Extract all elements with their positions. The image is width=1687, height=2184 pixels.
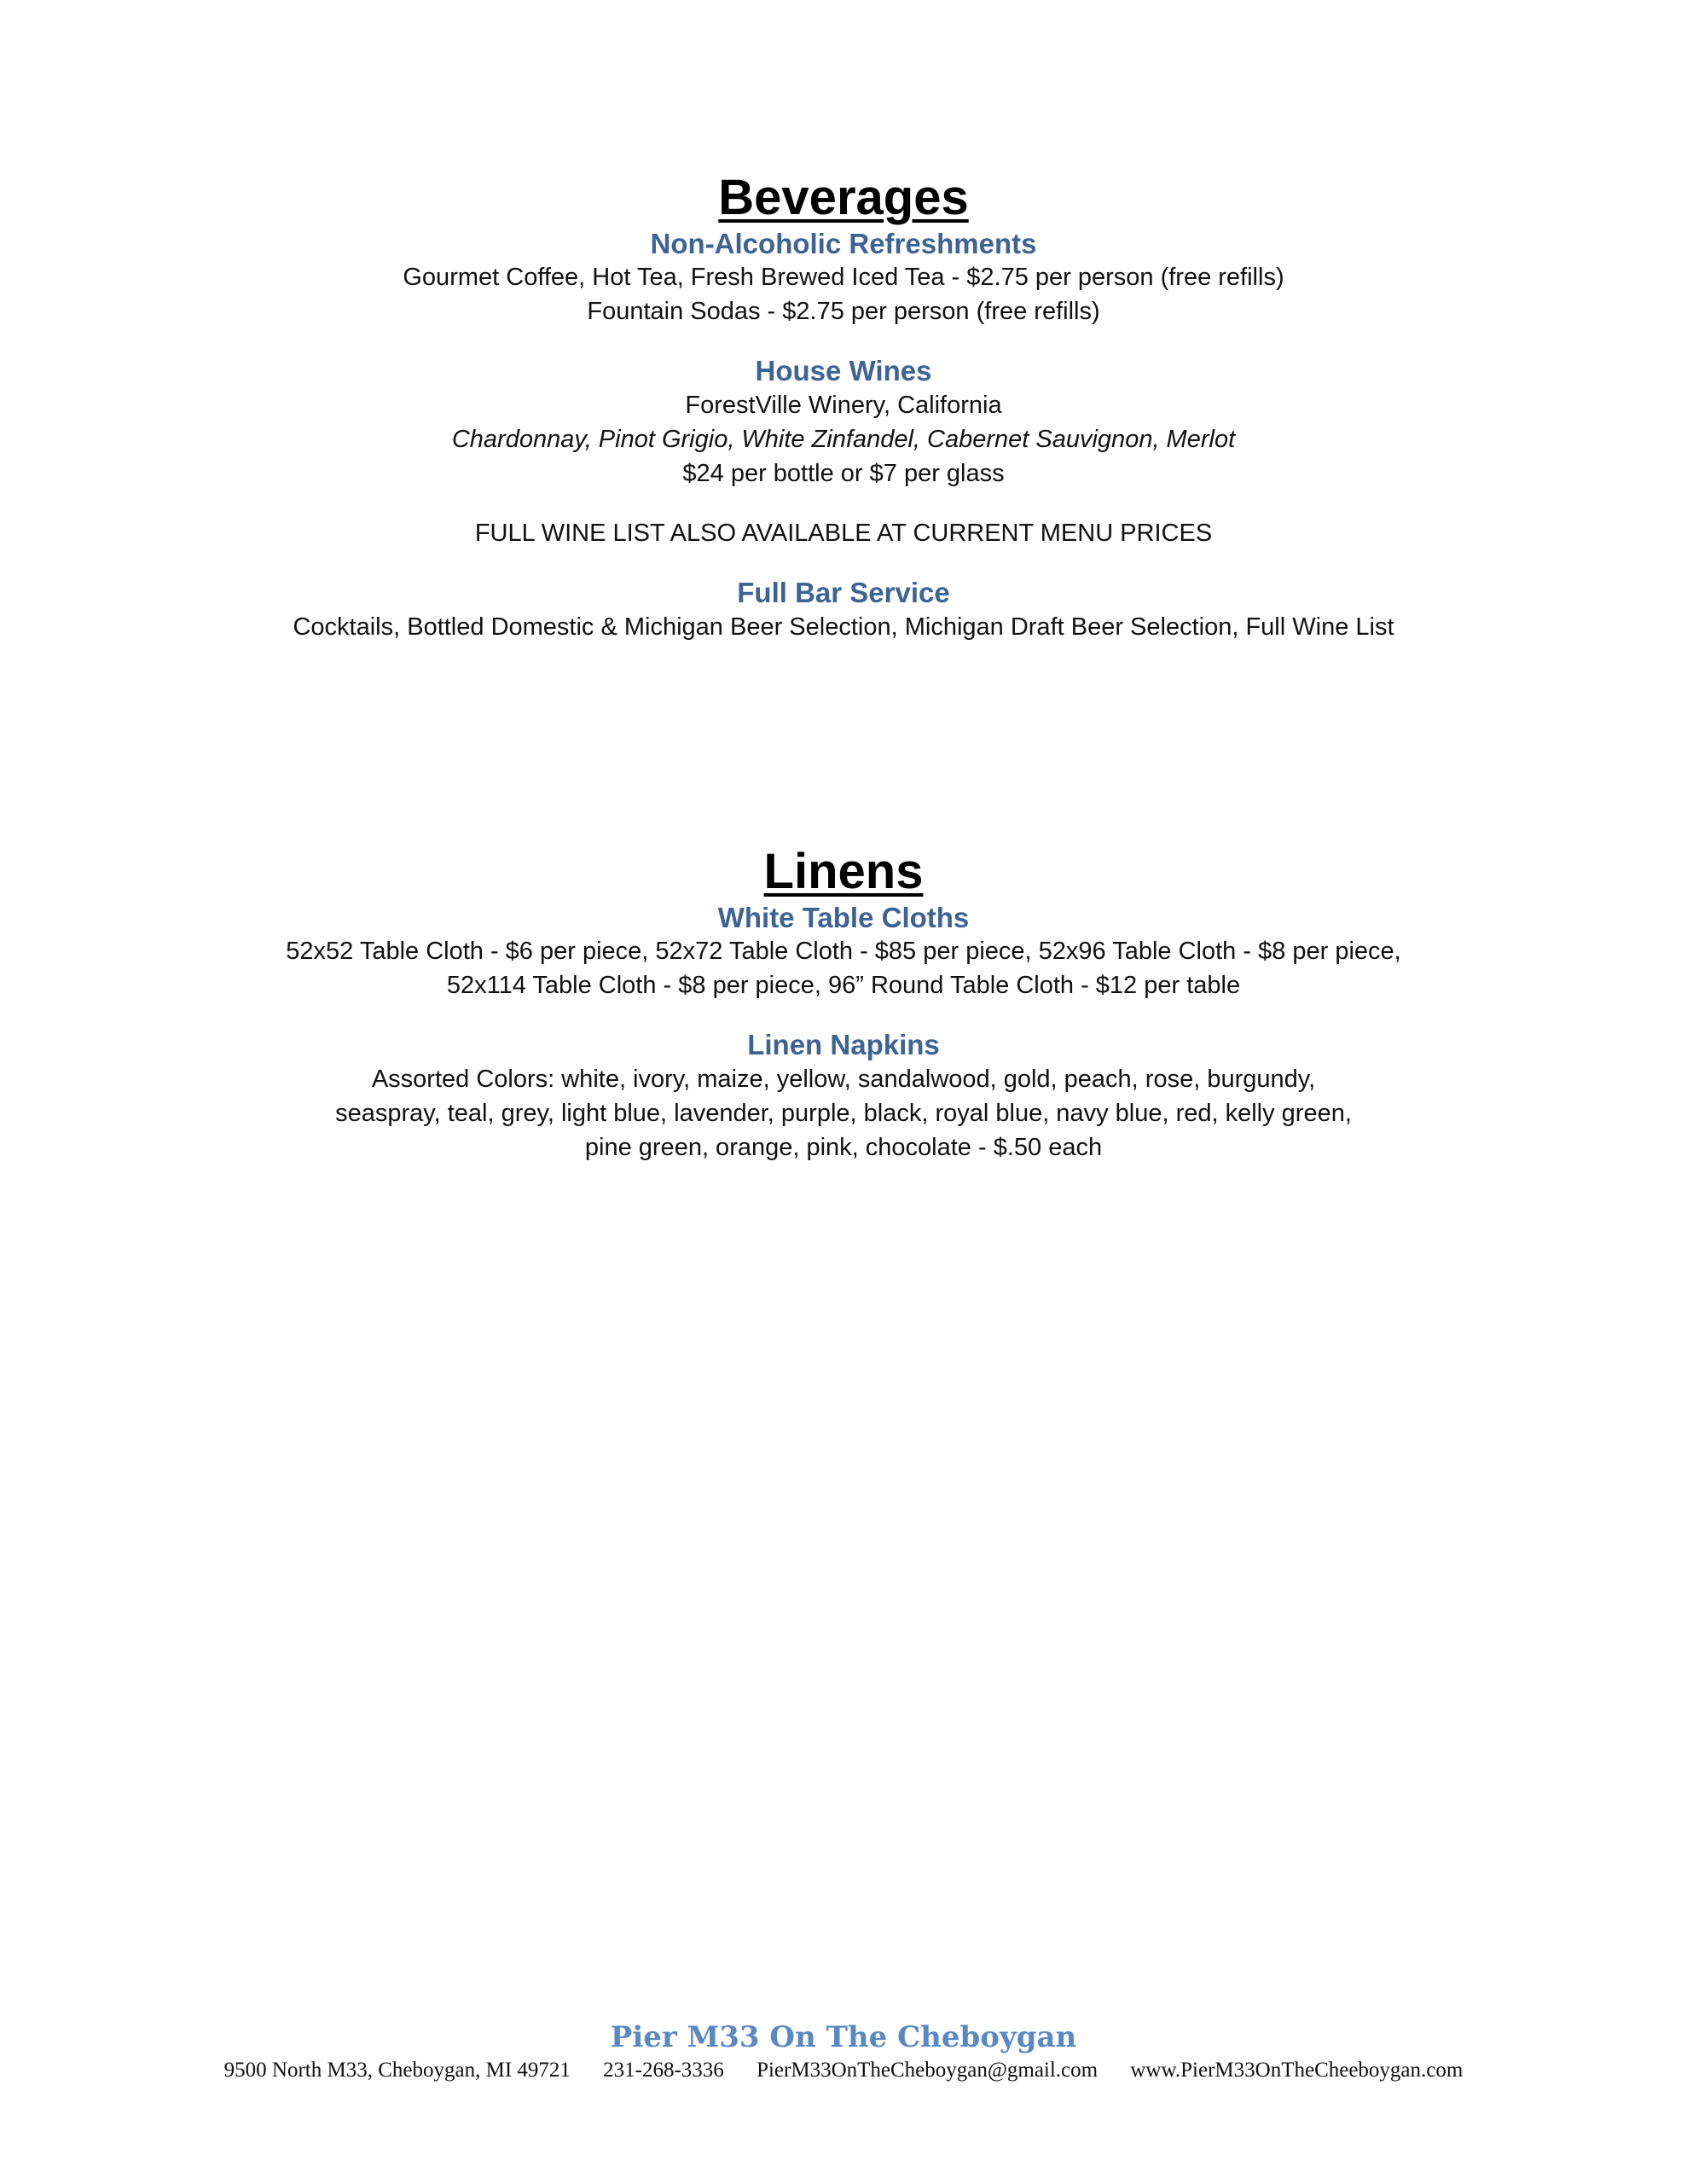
napkins-block xyxy=(0,1028,1687,1165)
footer-email[interactable]: PierM33OnTheCheboygan@gmail.com xyxy=(757,2058,1099,2082)
non-alcoholic-line-2: Fountain Sodas - $2.75 per person (free refills) xyxy=(587,298,1100,326)
table-cloths-line-1: 52x52 Table Cloth - $6 per piece, 52x72 Table Cloth - $85 per piece, 52x96 Table Cloth - $8 per piece, xyxy=(286,938,1401,966)
non-alcoholic-heading: Non-Alcoholic Refreshments xyxy=(650,227,1037,259)
table-cloths-block xyxy=(0,901,1687,1003)
house-wines-varietals: Chardonnay, Pinot Grigio, White Zinfandel, Cabernet Sauvignon, Merlot xyxy=(451,425,1236,453)
house-wines-heading: House Wines xyxy=(755,355,932,387)
house-wines-winery: ForestVille Winery, California xyxy=(685,391,1002,419)
table-cloths-heading: White Table Cloths xyxy=(717,901,970,933)
full-bar-heading: Full Bar Service xyxy=(737,576,950,608)
footer-address: 9500 North M33, Cheboygan, MI 49721 xyxy=(223,2058,571,2082)
napkins-heading: Linen Napkins xyxy=(747,1029,940,1061)
footer-contact-line xyxy=(0,2059,1687,2082)
footer xyxy=(0,2020,1687,2082)
wine-list-notice: FULL WINE LIST ALSO AVAILABLE AT CURRENT MENU PRICES xyxy=(474,519,1213,547)
full-bar-block xyxy=(0,576,1687,644)
napkins-line-2: seaspray, teal, grey, light blue, lavender, purple, black, royal blue, navy blue, red, kelly green, xyxy=(335,1099,1352,1127)
linens-section xyxy=(0,845,1687,1165)
beverages-title: Beverages xyxy=(718,170,969,225)
beverages-section xyxy=(0,171,1687,644)
non-alcoholic-block xyxy=(0,227,1687,329)
wine-list-notice-block xyxy=(0,516,1687,550)
house-wines-block xyxy=(0,354,1687,491)
house-wines-price: $24 per bottle or $7 per glass xyxy=(682,459,1005,487)
footer-restaurant-name: Pier M33 On The Cheboygan xyxy=(610,2020,1077,2054)
napkins-line-3: pine green, orange, pink, chocolate - $.50 each xyxy=(584,1133,1103,1161)
footer-website[interactable]: www.PierM33OnTheCheeboygan.com xyxy=(1130,2058,1464,2082)
napkins-line-1: Assorted Colors: white, ivory, maize, yellow, sandalwood, gold, peach, rose, burgundy, xyxy=(371,1065,1316,1093)
table-cloths-line-2: 52x114 Table Cloth - $8 per piece, 96” Round Table Cloth - $12 per table xyxy=(446,972,1241,1000)
non-alcoholic-line-1: Gourmet Coffee, Hot Tea, Fresh Brewed Iced Tea - $2.75 per person (free refills) xyxy=(403,264,1284,292)
footer-phone: 231-268-3336 xyxy=(603,2058,724,2082)
linens-title: Linens xyxy=(763,844,924,899)
full-bar-line: Cocktails, Bottled Domestic & Michigan Beer Selection, Michigan Draft Beer Selection, Full Wine List xyxy=(293,613,1394,641)
